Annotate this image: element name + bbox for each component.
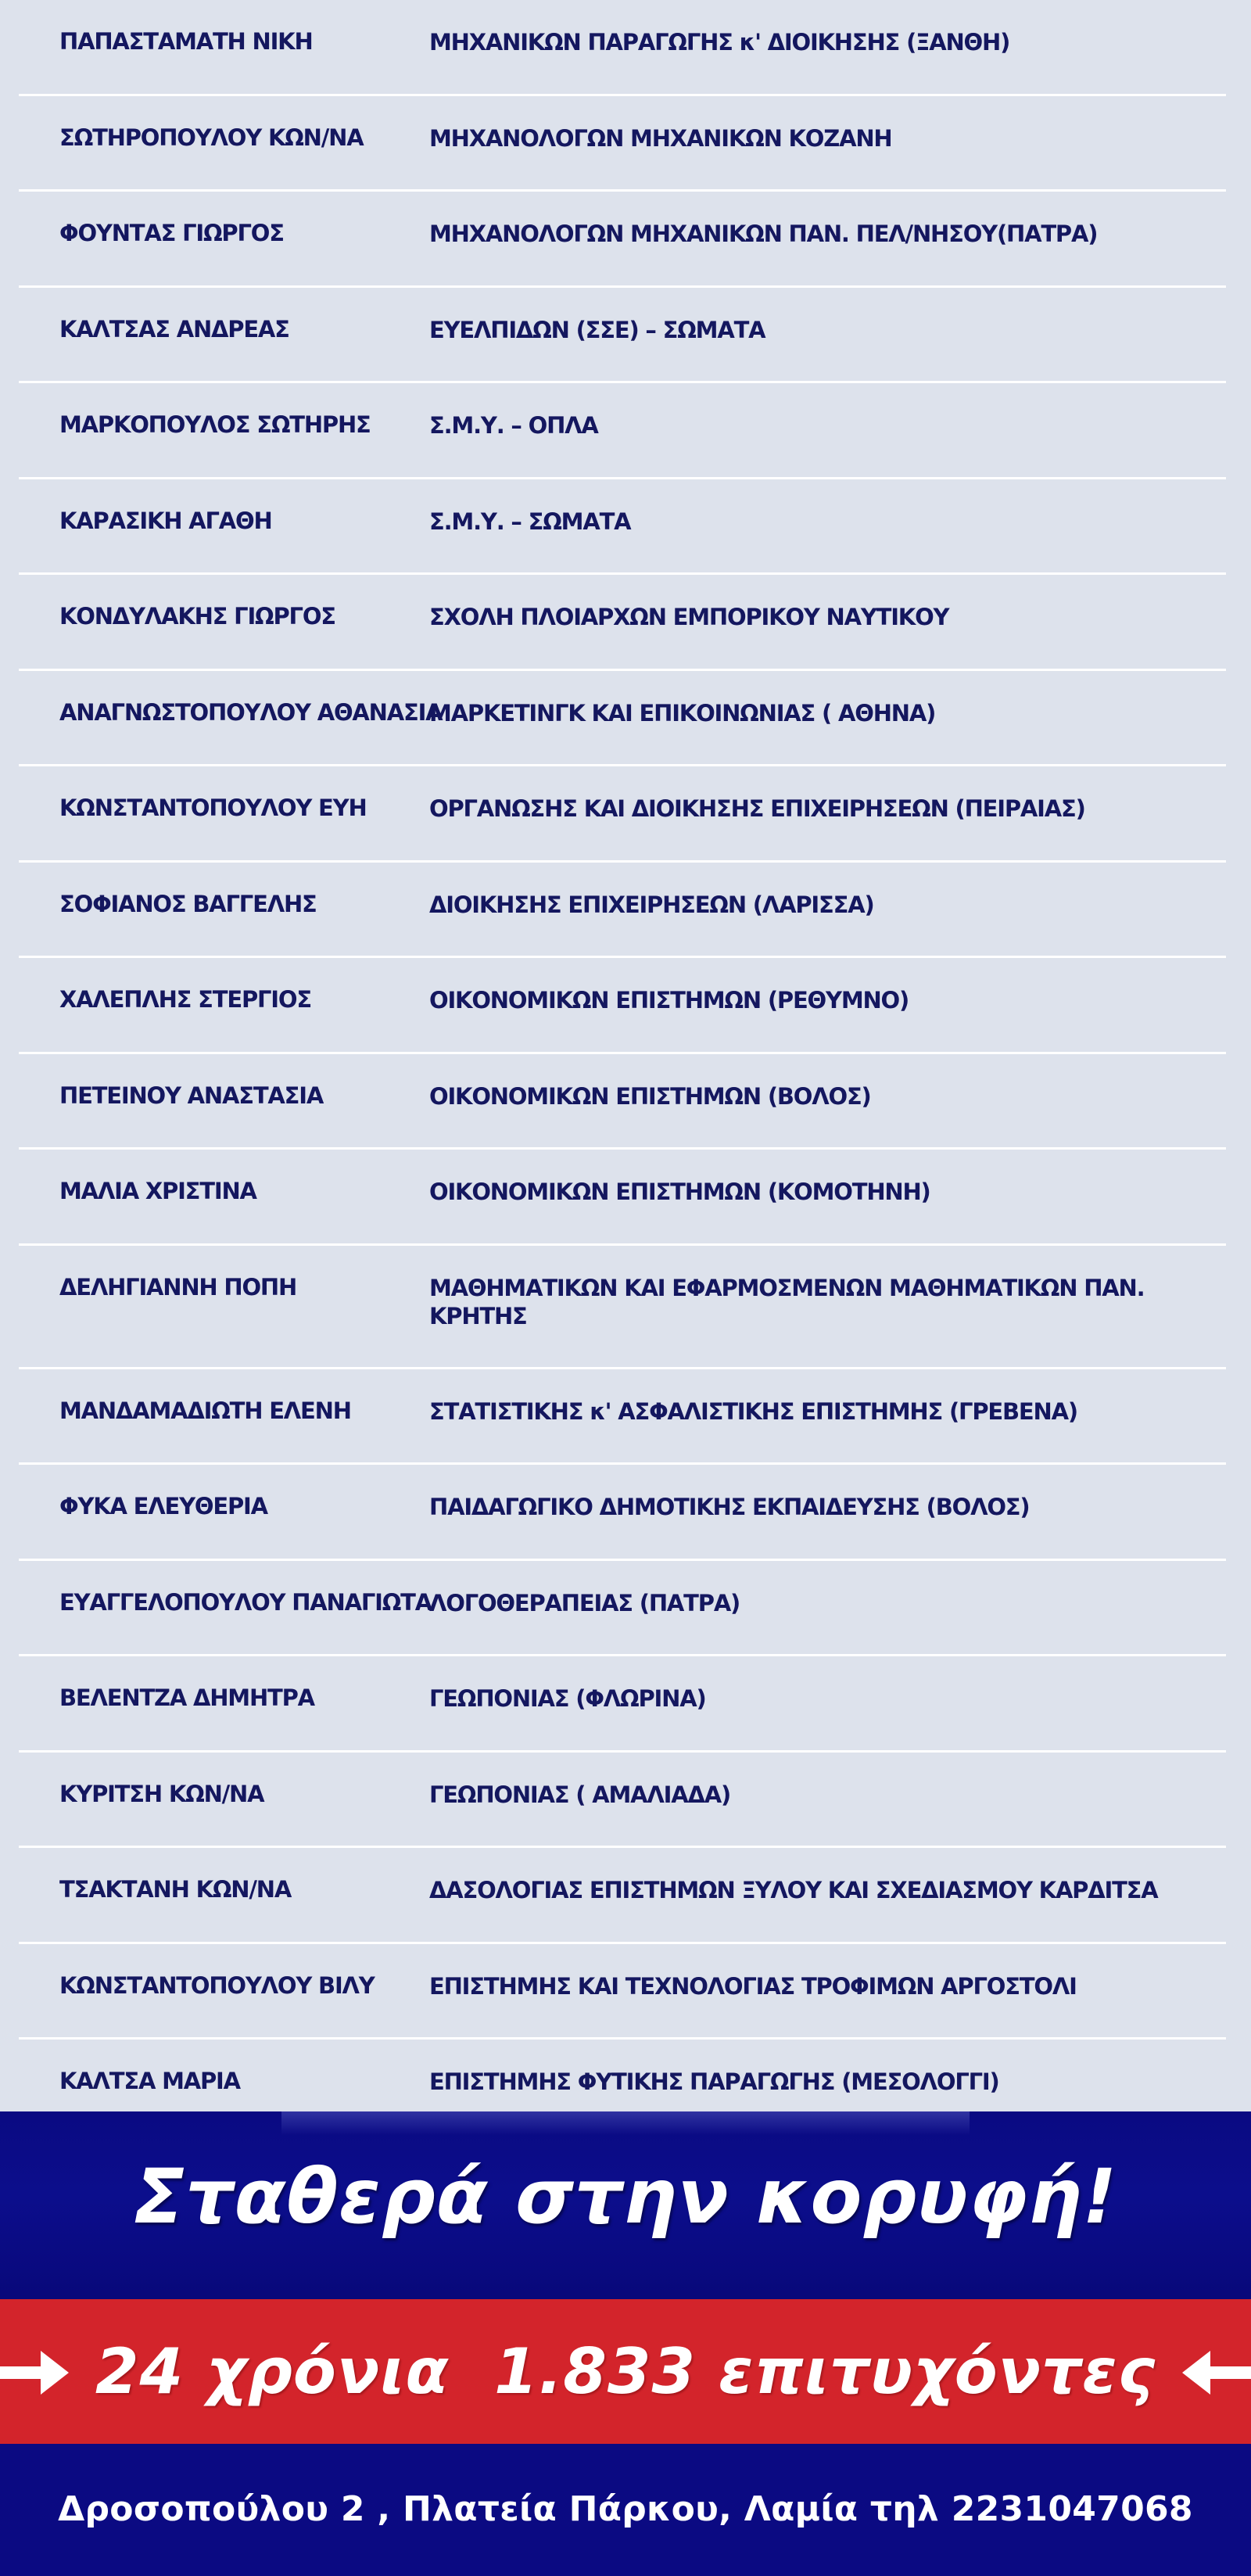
student-name: ΚΥΡΙΤΣΗ ΚΩΝ/ΝΑ <box>59 1780 264 1807</box>
student-name: ΠΑΠΑΣΤΑΜΑΤΗ ΝΙΚΗ <box>59 28 313 55</box>
result-row <box>19 766 1226 863</box>
result-row <box>19 671 1226 767</box>
result-row <box>19 1753 1226 1849</box>
result-row <box>19 1054 1226 1150</box>
result-row <box>19 192 1226 288</box>
student-name: ΠΕΤΕΙΝΟΥ ΑΝΑΣΤΑΣΙΑ <box>59 1082 324 1109</box>
result-row <box>19 1656 1226 1753</box>
result-row <box>19 863 1226 959</box>
school-name: ΔΑΣΟΛΟΓΙΑΣ ΕΠΙΣΤΗΜΩΝ ΞΥΛΟΥ ΚΑΙ ΣΧΕΔΙΑΣΜΟΥ ΚΑΡΔΙΤΣΑ <box>429 1877 1158 1903</box>
school-name: ΕΠΙΣΤΗΜΗΣ ΚΑΙ ΤΕΧΝΟΛΟΓΙΑΣ ΤΡΟΦΙΜΩΝ ΑΡΓΟΣΤΟΛΙ <box>429 1972 1077 2000</box>
school-name: ΕΠΙΣΤΗΜΗΣ ΦΥΤΙΚΗΣ ΠΑΡΑΓΩΓΗΣ (ΜΕΣΟΛΟΓΓΙ) <box>429 2068 999 2095</box>
result-row <box>19 1369 1226 1466</box>
result-row <box>19 1246 1226 1369</box>
result-row <box>19 1561 1226 1657</box>
school-name: ΟΙΚΟΝΟΜΙΚΩΝ ΕΠΙΣΤΗΜΩΝ (ΡΕΘΥΜΝΟ) <box>429 987 909 1014</box>
school-name: Σ.Μ.Υ. – ΣΩΜΑΤΑ <box>429 508 631 535</box>
school-name: Σ.Μ.Υ. – ΟΠΛΑ <box>429 412 598 439</box>
address-banner <box>0 2444 1251 2576</box>
result-row <box>19 288 1226 384</box>
student-name: ΕΥΑΓΓΕΛΟΠΟΥΛΟΥ ΠΑΝΑΓΙΩΤΑ <box>59 1588 432 1616</box>
student-name: ΜΑΛΙΑ ΧΡΙΣΤΙΝΑ <box>59 1178 256 1204</box>
slogan-text: Σταθερά στην κορυφή! <box>133 2153 1118 2241</box>
school-name: ΜΗΧΑΝΟΛΟΓΩΝ ΜΗΧΑΝΙΚΩΝ ΠΑΝ. ΠΕΛ/ΝΗΣΟΥ(ΠΑΤΡΑ) <box>429 221 1098 247</box>
student-name: ΚΑΡΑΣΙΚΗ ΑΓΑΘΗ <box>59 507 272 534</box>
result-row <box>19 479 1226 576</box>
result-row <box>19 1150 1226 1246</box>
result-row <box>19 96 1226 192</box>
student-name: ΔΕΛΗΓΙΑΝΝΗ ΠΟΠΗ <box>59 1273 297 1301</box>
stats-text: 24 χρόνια 1.833 επιτυχόντες <box>95 2335 1156 2408</box>
school-name: ΛΟΓΟΘΕΡΑΠΕΙΑΣ (ΠΑΤΡΑ) <box>429 1589 740 1616</box>
student-name: ΦΥΚΑ ΕΛΕΥΘΕΡΙΑ <box>59 1493 267 1519</box>
school-name: ΔΙΟΙΚΗΣΗΣ ΕΠΙΧΕΙΡΗΣΕΩΝ (ΛΑΡΙΣΣΑ) <box>429 891 874 918</box>
student-name: ΒΕΛΕΝΤΖΑ ΔΗΜΗΤΡΑ <box>59 1684 314 1711</box>
student-name: ΚΩΝΣΤΑΝΤΟΠΟΥΛΟΥ ΕΥΗ <box>59 795 367 821</box>
student-name: ΑΝΑΓΝΩΣΤΟΠΟΥΛΟΥ ΑΘΑΝΑΣΙΑ <box>59 698 443 726</box>
result-row <box>19 958 1226 1054</box>
school-name: ΣΧΟΛΗ ΠΛΟΙΑΡΧΩΝ ΕΜΠΟΡΙΚΟΥ ΝΑΥΤΙΚΟΥ <box>429 604 949 630</box>
result-row <box>19 1848 1226 1944</box>
student-name: ΦΟΥΝΤΑΣ ΓΙΩΡΓΟΣ <box>59 220 284 246</box>
student-name: ΜΑΝΔΑΜΑΔΙΩΤΗ ΕΛΕΝΗ <box>59 1397 351 1424</box>
result-row <box>19 1944 1226 2040</box>
student-name: ΚΩΝΣΤΑΝΤΟΠΟΥΛΟΥ ΒΙΛΥ <box>59 1971 375 1999</box>
school-name: ΜΗΧΑΝΟΛΟΓΩΝ ΜΗΧΑΝΙΚΩΝ ΚΟΖΑΝΗ <box>429 124 892 152</box>
school-name: ΣΤΑΤΙΣΤΙΚΗΣ κ' ΑΣΦΑΛΙΣΤΙΚΗΣ ΕΠΙΣΤΗΜΗΣ (ΓΡΕΒΕΝΑ) <box>429 1397 1077 1425</box>
result-row <box>19 1465 1226 1561</box>
school-name: ΟΡΓΑΝΩΣΗΣ ΚΑΙ ΔΙΟΙΚΗΣΗΣ ΕΠΙΧΕΙΡΗΣΕΩΝ (ΠΕΙΡΑΙΑΣ) <box>429 795 1085 822</box>
student-name: ΚΑΛΤΣΑΣ ΑΝΔΡΕΑΣ <box>59 315 289 343</box>
student-name: ΧΑΛΕΠΛΗΣ ΣΤΕΡΓΙΟΣ <box>59 986 311 1013</box>
school-name: ΟΙΚΟΝΟΜΙΚΩΝ ΕΠΙΣΤΗΜΩΝ (ΒΟΛΟΣ) <box>429 1082 871 1110</box>
result-row <box>19 0 1226 96</box>
school-name: ΕΥΕΛΠΙΔΩΝ (ΣΣΕ) – ΣΩΜΑΤΑ <box>429 316 765 343</box>
slogan-banner <box>0 2111 1251 2299</box>
student-name: ΤΣΑΚΤΑΝΗ ΚΩΝ/ΝΑ <box>59 1876 292 1903</box>
school-name: ΠΑΙΔΑΓΩΓΙΚΟ ΔΗΜΟΤΙΚΗΣ ΕΚΠΑΙΔΕΥΣΗΣ (ΒΟΛΟΣ) <box>429 1494 1030 1520</box>
student-name: ΚΟΝΔΥΛΑΚΗΣ ΓΙΩΡΓΟΣ <box>59 603 335 630</box>
school-name: ΜΗΧΑΝΙΚΩΝ ΠΑΡΑΓΩΓΗΣ κ' ΔΙΟΙΚΗΣΗΣ (ΞΑΝΘΗ) <box>429 29 1010 56</box>
student-name: ΣΩΤΗΡΟΠΟΥΛΟΥ ΚΩΝ/ΝΑ <box>59 124 364 151</box>
student-name: ΜΑΡΚΟΠΟΥΛΟΣ ΣΩΤΗΡΗΣ <box>59 411 371 438</box>
result-row <box>19 383 1226 479</box>
school-name: ΟΙΚΟΝΟΜΙΚΩΝ ΕΠΙΣΤΗΜΩΝ (ΚΟΜΟΤΗΝΗ) <box>429 1179 930 1205</box>
address-text: Δροσοπούλου 2 , Πλατεία Πάρκου, Λαμία τηλ 2231047068 <box>58 2489 1193 2529</box>
school-name: ΜΑΡΚΕΤΙΝΓΚ ΚΑΙ ΕΠΙΚΟΙΝΩΝΙΑΣ ( ΑΘΗΝΑ) <box>429 699 936 727</box>
school-name: ΓΕΩΠΟΝΙΑΣ (ΦΛΩΡΙΝΑ) <box>429 1685 706 1712</box>
result-row <box>19 575 1226 671</box>
arrow-right-icon <box>0 2348 70 2398</box>
student-name: ΣΟΦΙΑΝΟΣ ΒΑΓΓΕΛΗΣ <box>59 890 317 917</box>
stats-banner <box>0 2299 1251 2444</box>
school-name: ΓΕΩΠΟΝΙΑΣ ( ΑΜΑΛΙΑΔΑ) <box>429 1781 730 1808</box>
student-name: ΚΑΛΤΣΑ ΜΑΡΙΑ <box>59 2068 240 2094</box>
arrow-left-icon <box>1181 2348 1251 2398</box>
banner-glow <box>281 2111 970 2135</box>
school-name: ΜΑΘΗΜΑΤΙΚΩΝ ΚΑΙ ΕΦΑΡΜΟΣΜΕΝΩΝ ΜΑΘΗΜΑΤΙΚΩΝ ΠΑΝ. ΚΡΗΤΗΣ <box>429 1274 1145 1329</box>
